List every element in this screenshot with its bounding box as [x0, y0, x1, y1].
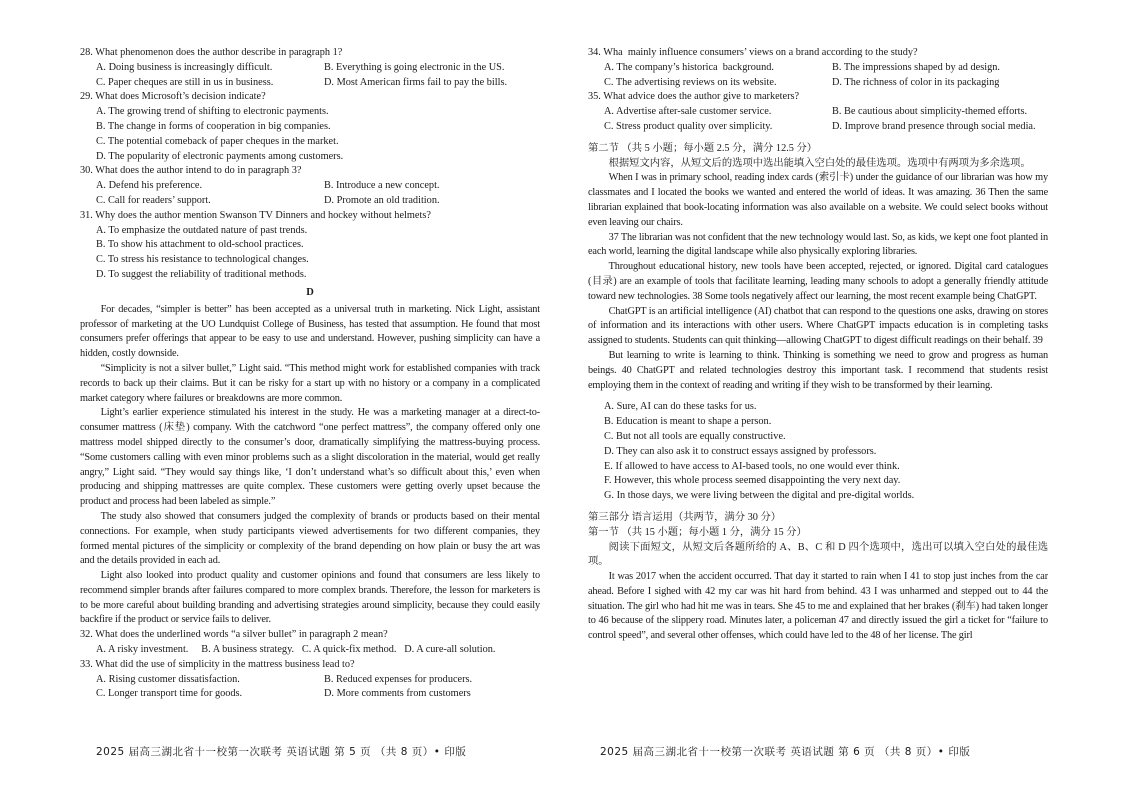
section2-paragraph: When I was in primary school, reading index cards (索引卡) under the guidance of our librarian was how my classmates and I located the books we wanted and entered the world of ideas. It was amazing. 36 Then the same librarian explained that book-locating information was also available on a website. We could select books without even leaving our chairs.: [588, 172, 1048, 228]
page-footer-left: 2025 届高三湖北省十一校第一次联考 英语试题 第 5 页 （共 8 页）• 印版: [96, 746, 467, 758]
q34-options-cd: C. The advertising reviews on its website. D. The richness of color in its packaging: [604, 76, 1000, 88]
part3-section1-title: 第一节 （共 15 小题；每小题 1 分，满分 15 分）: [588, 526, 807, 538]
passage-d-paragraph: “Simplicity is not a silver bullet,” Light said. “This method might work for established companies with track records to back up their claims. But it can be risky for a start up with no history or a company in a complicated market category where failures or breakdowns are more common.: [80, 362, 540, 404]
q30-options-cd: C. Call for readers’ support. D. Promote an old tradition.: [96, 194, 440, 206]
part3-title: 第三部分 语言运用（共两节，满分 30 分）: [588, 511, 782, 523]
q33-options-ab: A. Rising customer dissatisfaction. B. Reduced expenses for producers.: [96, 673, 473, 685]
q29-option-c: C. The potential comeback of paper cheques in the market.: [96, 135, 339, 147]
q28-options-cd: C. Paper cheques are still in us in business. D. Most American firms fail to pay the bills.: [96, 76, 508, 88]
page-footer-right: 2025 届高三湖北省十一校第一次联考 英语试题 第 6 页 （共 8 页）• 印版: [600, 746, 971, 758]
q31-stem: 31. Why does the author mention Swanson TV Dinners and hockey without helmets?: [80, 209, 431, 221]
section2-paragraph: ChatGPT is an artificial intelligence (AI) chatbot that can respond to the questions one asks, drawing on stores of information and its interactions with other users. Where ChatGPT impacts education is in completing tasks assigned to students. Students can quit thinking—allowing ChatGPT to digest difficult readings on their behalf. 39: [588, 305, 1048, 347]
right-column: [588, 46, 1048, 644]
section2-title: 第二节 （共 5 小题；每小题 2.5 分，满分 12.5 分）: [588, 142, 818, 154]
section2-paragraph: Throughout educational history, new tools have been accepted, rejected, or ignored. Digital card catalogues (目录) are an example of tools that facilitate learning, leading many schools to adopt a generally friendly attitude toward new technologies. 38 Some tools negatively affect our learning, the most recent example being ChatGPT.: [588, 261, 1048, 302]
section2-paragraph: 37 The librarian was not confident that the new technology would last. So, as kids, we kept one foot planted in each world, learning the digital landscape while also physically exploring libraries.: [588, 231, 1048, 258]
q29-stem: 29. What does Microsoft’s decision indicate?: [80, 91, 266, 103]
q30-stem: 30. What does the author intend to do in paragraph 3?: [80, 165, 302, 177]
q29-option-b: B. The change in forms of cooperation in big companies.: [96, 120, 331, 132]
passage-d-paragraph: Light’s earlier experience stimulated his interest in the study. He was a marketing manager at a direct-to-consumer mattress (床垫) company. With the catchword “one perfect mattress”, the company offered only one mattress model shipped directly to the consumer’s door, dramatically simplifying the mattress-buying process. “Some customers calling with even minor problems such as a slight discoloration in the material, would get really angry,” Light said. “They would say things like, ‘I don’t understand what’s so difficult about this,’ even when producing and shipping mattresses are quite complex. These customers were getting overly upset because the product and process had been labeled as simple.”: [80, 407, 540, 508]
q30-options-ab: A. Defend his preference. B. Introduce a new concept.: [96, 180, 440, 192]
q31-option-d: D. To suggest the reliability of traditional methods.: [96, 268, 307, 280]
passage-d-paragraph: Light also looked into product quality and customer opinions and found that consumers are less likely to recommend simpler brands after failures compared to more complex brands. Therefore, the lesson for marketers is to be more careful about building branding and advertising strategies around simplicity, because they could easily backfire if the product or service fails to deliver.: [80, 570, 540, 626]
section2-paragraph: But learning to write is learning to think. Thinking is something we need to grow and progress as human beings. 40 ChatGPT and related technologies destroy this important task. I recommend that students resist employing them in the context of reading and writing if they wish to be transformed by their learning.: [588, 349, 1048, 391]
q32-stem: 32. What does the underlined words “a silver bullet” in paragraph 2 mean?: [80, 629, 388, 641]
q31-option-a: A. To emphasize the outdated nature of past trends.: [96, 224, 308, 236]
q29-option-d: D. The popularity of electronic payments among customers.: [96, 150, 344, 162]
section2-option: D. They can also ask it to construct essays assigned by professors.: [604, 445, 877, 457]
part3-passage: It was 2017 when the accident occurred. That day it started to rain when I 41 to stop just inches from the car ahead. Before I sighed with 42 my car was hit hard from behind. 43 I was unharmed and stepped out to 44 the situation. The girl who had hit me was in tears. She 45 to me and explained that her brakes (刹车) had taken longer to 46 because of the slippery road. Minutes later, a policeman 47 and directly issued the girl a ticket for “failure to control speed”, and several other offenses, which could have led to the 48 of her license. The girl: [588, 571, 1048, 642]
passage-d-paragraph: For decades, “simpler is better” has been accepted as a universal truth in marketing. Nick Light, assistant professor of marketing at the UO Lundquist College of Business, has tested that assumption. He found that most consumers prefer offerings that appear to be easy to use and understand. However, pushing simplicity can have a hidden, costly downside.: [80, 303, 540, 360]
section2-option: C. But not all tools are equally constructive.: [604, 430, 786, 442]
q35-stem: 35. What advice does the author give to marketers?: [588, 91, 800, 103]
section2-option: G. In those days, we were living between the digital and pre-digital worlds.: [604, 490, 915, 502]
q31-option-c: C. To stress his resistance to technological changes.: [96, 254, 309, 266]
q35-options-ab: A. Advertise after-sale customer service. B. Be cautious about simplicity-themed efforts.: [604, 106, 1028, 118]
section2-option: B. Education is meant to shape a person.: [604, 416, 772, 428]
section2-option: A. Sure, AI can do these tasks for us.: [604, 401, 757, 413]
q31-option-b: B. To show his attachment to old-school practices.: [96, 239, 304, 251]
q34-options-ab: A. The company’s historica background. B. The impressions shaped by ad design.: [604, 61, 1000, 73]
q28-options-ab: A. Doing business is increasingly difficult. B. Everything is going electronic in the US.: [96, 61, 505, 73]
passage-d-label: D: [306, 286, 314, 298]
left-column: [80, 46, 540, 702]
q29-option-a: A. The growing trend of shifting to electronic payments.: [96, 106, 329, 118]
section2-option: E. If allowed to have access to AI-based tools, no one would ever think.: [604, 460, 900, 472]
passage-d-paragraph: The study also showed that consumers judged the complexity of brands or products based on their mental connections. For example, when study participants viewed advertisements for two different companies, they formed mental pictures of the simplicity or complexity of the brand depending on how plain or busy the art was and the details provided in each ad.: [80, 510, 540, 567]
q33-options-cd: C. Longer transport time for goods. D. More comments from customers: [96, 688, 471, 700]
q28-stem: 28. What phenomenon does the author describe in paragraph 1?: [80, 47, 343, 58]
q32-options: A. A risky investment. B. A business strategy. C. A quick-fix method. D. A cure-all solution.: [96, 644, 496, 656]
q33-stem: 33. What did the use of simplicity in the mattress business lead to?: [80, 658, 355, 670]
section2-instructions: 根据短文内容，从短文后的选项中选出能填入空白处的最佳选项。选项中有两项为多余选项。: [608, 157, 1031, 169]
q35-options-cd: C. Stress product quality over simplicity. D. Improve brand presence through social media.: [604, 120, 1036, 132]
part3-instructions: 阅读下面短文，从短文后各题所给的 A、B、C 和 D 四个选项中，选出可以填入空白处的最佳选项。: [588, 541, 1048, 568]
section2-option: F. However, this whole process seemed disappointing the very next day.: [604, 475, 901, 487]
q34-stem: 34. Wha mainly influence consumers’ views on a brand according to the study?: [588, 47, 918, 58]
